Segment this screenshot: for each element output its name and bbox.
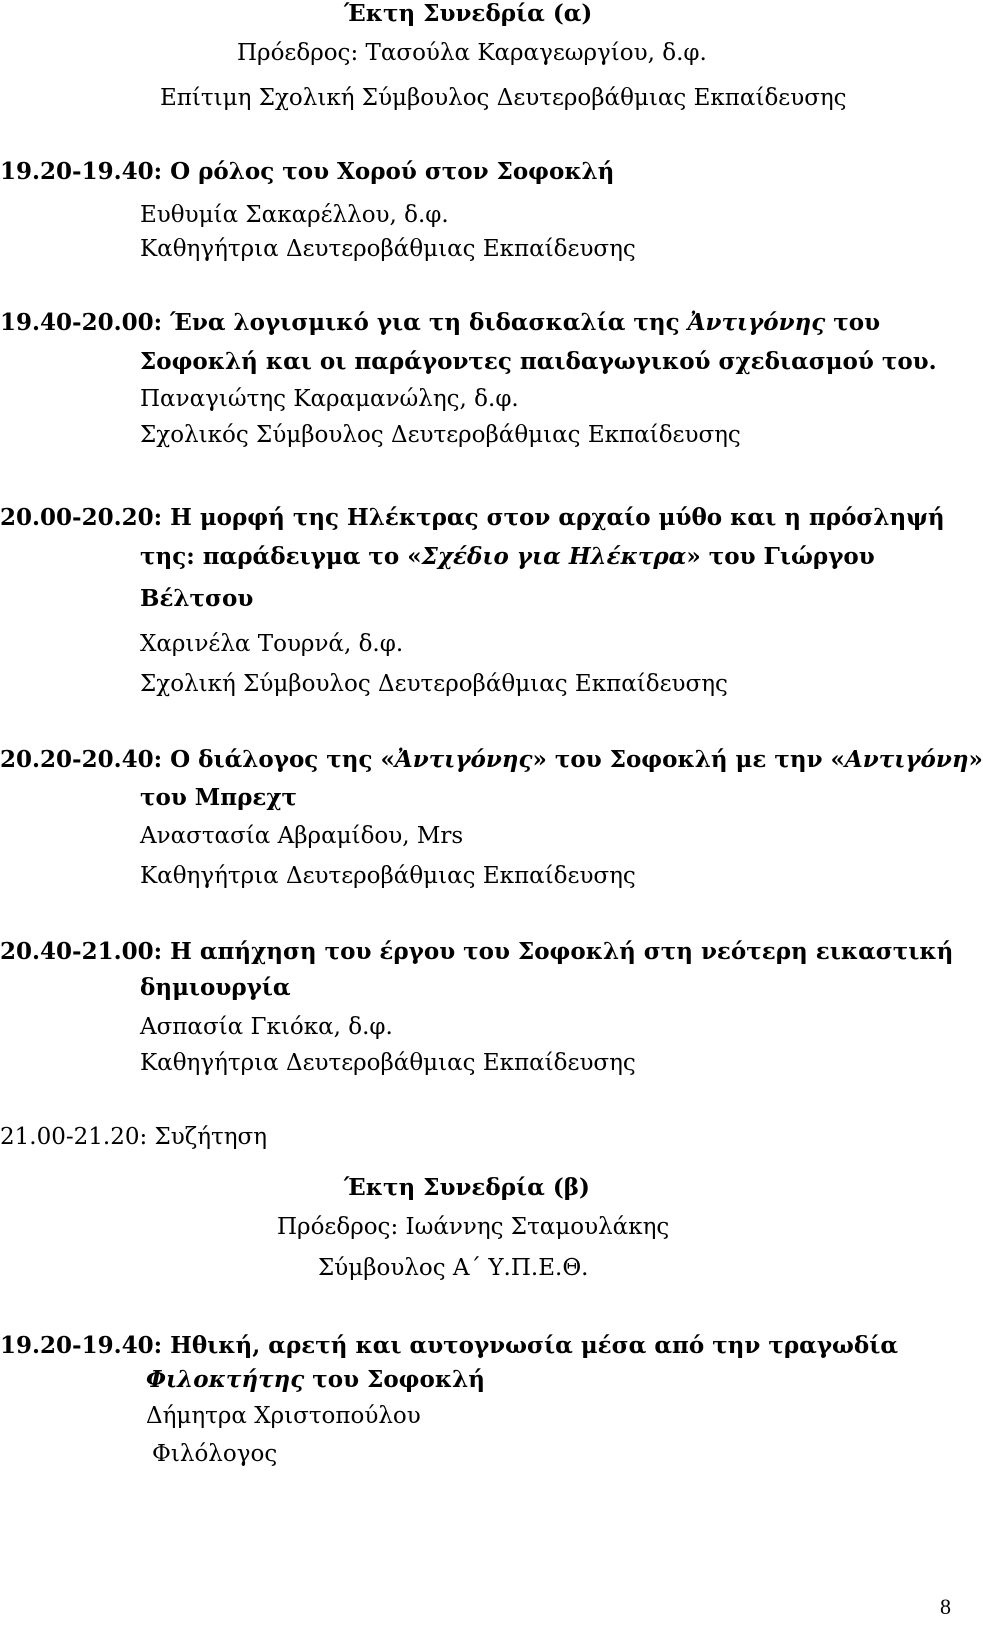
talk-5-title-a: Η απήχηση του έργου του Σοφοκλή στη νεότερη εικαστική: [170, 938, 954, 965]
talk-6-title-b: Φιλοκτήτης: [146, 1366, 305, 1393]
talk-6-title-line-2: [146, 1368, 485, 1391]
talk-3-speaker: Χαρινέλα Τουρνά, δ.φ.: [140, 631, 404, 657]
talk-4-role: Καθηγήτρια Δευτεροβάθμιας Εκπαίδευσης: [140, 863, 636, 889]
talk-4-title-line-2: του Μπρεχτ: [140, 784, 297, 811]
session-a-chair-role: Επίτιμη Σχολική Σύμβουλος Δευτεροβάθμιας Εκπαίδευσης: [160, 85, 847, 111]
talk-1-role: Καθηγήτρια Δευτεροβάθμιας Εκπαίδευσης: [140, 236, 636, 262]
talk-2-title-a: Ένα λογισμικό για τη διδασκαλία της: [170, 309, 688, 336]
talk-1-speaker: Ευθυμία Σακαρέλλου, δ.φ.: [140, 202, 449, 228]
talk-3-title-d: » του Γιώργου: [686, 543, 875, 570]
talk-3-title-line-1: [0, 506, 945, 529]
talk-2-title-b: Ἀντιγόνης: [687, 309, 826, 336]
talk-5-title-line-1: [0, 940, 953, 963]
talk-5-speaker: Ασπασία Γκιόκα, δ.φ.: [140, 1014, 393, 1040]
talk-4-title-a: Ο διάλογος της «: [170, 746, 395, 773]
talk-4-title-e: »: [968, 746, 983, 773]
session-a-heading: Έκτη Συνεδρία (α): [344, 0, 593, 27]
talk-4-title-c: » του Σοφοκλή με την «: [532, 746, 845, 773]
talk-6-title-line-1: [0, 1334, 898, 1357]
talk-1-time: 19.20-19.40:: [0, 158, 163, 185]
talk-4-title-line-1: [0, 748, 983, 771]
talk-3-title-c: Σχέδιο για Ηλέκτρα: [421, 543, 687, 570]
talk-4-time: 20.20-20.40:: [0, 746, 163, 773]
talk-2-title-line-2: Σοφοκλή και οι παράγοντες παιδαγωγικού σχεδιασμού του.: [140, 348, 937, 375]
talk-3-role: Σχολική Σύμβουλος Δευτεροβάθμιας Εκπαίδευσης: [140, 671, 728, 697]
talk-6-title-a: Ηθική, αρετή και αυτογνωσία μέσα από την τραγωδία: [170, 1332, 899, 1359]
talk-1-title: Ο ρόλος του Χορού στον Σοφοκλή: [170, 158, 615, 185]
talk-5-time: 20.40-21.00:: [0, 938, 163, 965]
talk-4-title-b: Ἀντιγόνης: [394, 746, 533, 773]
talk-2-speaker: Παναγιώτης Καραμανώλης, δ.φ.: [140, 386, 519, 412]
talk-3-title-line-2: [140, 545, 875, 568]
session-b-chair-role: Σύμβουλος Α΄ Υ.Π.Ε.Θ.: [318, 1255, 589, 1281]
discussion-line: 21.00-21.20: Συζήτηση: [0, 1124, 267, 1150]
talk-3-title-a: Η μορφή της Ηλέκτρας στον αρχαίο μύθο και η πρόσληψή: [170, 504, 945, 531]
talk-1-title-line: [0, 160, 614, 183]
page-number: 8: [940, 1594, 951, 1619]
talk-6-title-c: του Σοφοκλή: [304, 1366, 485, 1393]
session-b-chair: Πρόεδρος: Ιωάννης Σταμουλάκης: [277, 1214, 670, 1240]
session-b-heading: Έκτη Συνεδρία (β): [344, 1174, 590, 1201]
talk-4-speaker: Αναστασία Αβραμίδου, Mrs: [140, 823, 464, 849]
talk-3-title-b: της: παράδειγμα το «: [140, 543, 422, 570]
talk-3-title-line-3: Βέλτσου: [140, 585, 254, 612]
talk-5-title-line-2: δημιουργία: [140, 974, 291, 1001]
talk-2-role: Σχολικός Σύμβουλος Δευτεροβάθμιας Εκπαίδευσης: [140, 422, 741, 448]
talk-4-title-d: Αντιγόνη: [844, 746, 969, 773]
talk-2-time: 19.40-20.00:: [0, 309, 163, 336]
talk-5-role: Καθηγήτρια Δευτεροβάθμιας Εκπαίδευσης: [140, 1050, 636, 1076]
talk-2-title-c: του: [825, 309, 881, 336]
session-a-chair: Πρόεδρος: Τασούλα Καραγεωργίου, δ.φ.: [237, 40, 707, 66]
talk-6-role: Φιλόλογος: [152, 1441, 278, 1467]
talk-3-time: 20.00-20.20:: [0, 504, 163, 531]
talk-2-title-line-1: [0, 311, 880, 334]
talk-6-time: 19.20-19.40:: [0, 1332, 163, 1359]
talk-6-speaker: Δήμητρα Χριστοπούλου: [146, 1403, 421, 1429]
